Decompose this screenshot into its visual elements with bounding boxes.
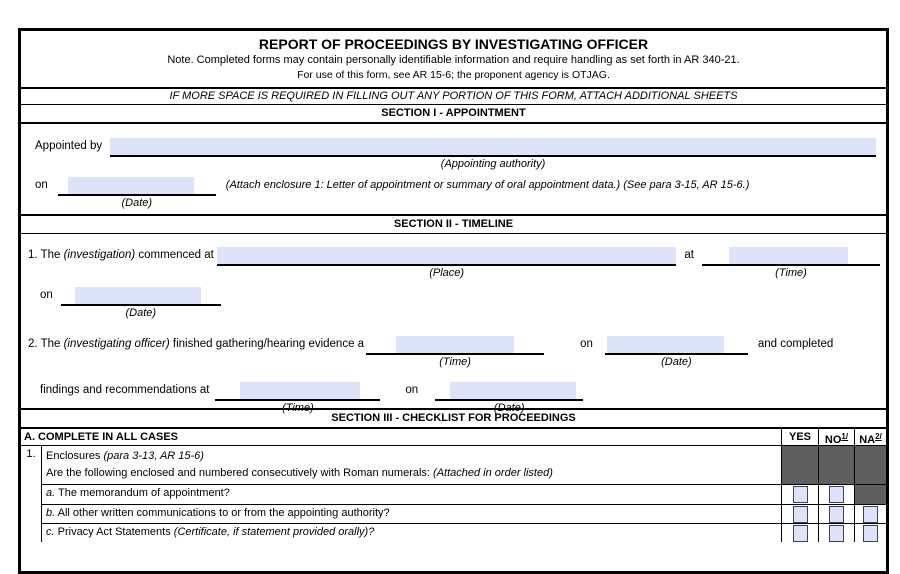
enclosures-row bbox=[42, 446, 886, 485]
enclosures-no-cell-shaded bbox=[818, 446, 854, 484]
enclosures-text: Enclosures (para 3-13, AR 15-6) Are the following enclosed and numbered consecutively with Roman numerals: (Attached in order listed) bbox=[46, 450, 553, 479]
appointed-by-label: Appointed by bbox=[35, 140, 103, 152]
na-column-header: NA$^{2/}$ bbox=[854, 429, 886, 445]
item1-on-label: on bbox=[40, 289, 53, 301]
row-c-yes-cell bbox=[781, 524, 818, 542]
group-a-header: A. COMPLETE IN ALL CASES bbox=[24, 431, 179, 443]
appointment-date-caption: (Date) bbox=[121, 197, 153, 209]
findings-on-label: on bbox=[405, 384, 419, 396]
more-space-notice: IF MORE SPACE IS REQUIRED IN FILLING OUT ANY PORTION OF THIS FORM, ATTACH ADDITIONAL SHEETS bbox=[21, 89, 886, 105]
appointment-date-field[interactable] bbox=[68, 177, 194, 194]
enclosures-na-cell-shaded bbox=[854, 446, 886, 484]
na-footnote-marker: 2/ bbox=[875, 432, 882, 441]
no-footnote-marker: 1/ bbox=[841, 432, 849, 441]
row-b-na-checkbox[interactable] bbox=[863, 506, 878, 523]
row-c-no-checkbox[interactable] bbox=[829, 525, 844, 542]
place-caption: (Place) bbox=[429, 267, 465, 279]
row-c-text: c. Privacy Act Statements (Certificate, if statement provided orally)? bbox=[46, 526, 375, 538]
findings-date-field[interactable] bbox=[450, 382, 576, 399]
section1-heading: SECTION I - APPOINTMENT bbox=[21, 105, 886, 124]
checklist-row-b bbox=[42, 505, 886, 524]
findings-date-underline bbox=[435, 382, 583, 401]
on-label: on bbox=[35, 179, 48, 191]
checklist-row-a bbox=[42, 485, 886, 505]
appointing-authority-caption: (Appointing authority) bbox=[440, 158, 546, 170]
commenced-date-underline bbox=[61, 287, 221, 306]
row-c-na-cell bbox=[854, 524, 886, 542]
row-a-yes-cell bbox=[781, 485, 818, 504]
da-form-1574 bbox=[18, 28, 889, 574]
evidence-date-underline bbox=[605, 336, 748, 355]
item2-label: 2. The (investigating officer) finished gathering/hearing evidence a bbox=[28, 338, 365, 350]
commenced-date-field[interactable] bbox=[75, 287, 201, 304]
and-completed-label: and completed bbox=[757, 338, 834, 350]
section3-heading: SECTION III - CHECKLIST FOR PROCEEDINGS bbox=[21, 410, 886, 429]
row-a-no-checkbox[interactable] bbox=[829, 486, 844, 503]
evidence-time-underline bbox=[366, 336, 544, 355]
attach-enclosure-note: (Attach enclosure 1: Letter of appointment or summary of oral appointment data.) (See para 3-15, AR 15-6.) bbox=[225, 179, 750, 191]
evidence-time-caption: (Time) bbox=[439, 356, 471, 368]
item2-on-label: on bbox=[580, 338, 593, 350]
row-c-yes-checkbox[interactable] bbox=[793, 525, 808, 542]
item-number-cell: 1. bbox=[21, 446, 42, 542]
findings-time-field[interactable] bbox=[240, 382, 360, 399]
findings-label: findings and recommendations at bbox=[40, 384, 210, 396]
checklist-body bbox=[21, 446, 886, 542]
commenced-date-caption: (Date) bbox=[125, 307, 157, 319]
pii-note: Note. Completed forms may contain personally identifiable information and require handling as set forth in AR 340-21. bbox=[167, 54, 740, 66]
section2-body bbox=[21, 234, 886, 414]
form-header bbox=[21, 31, 886, 89]
commenced-time-caption: (Time) bbox=[775, 267, 807, 279]
evidence-date-field[interactable] bbox=[607, 336, 724, 353]
checklist-row-c bbox=[42, 524, 886, 542]
at-label: at bbox=[684, 249, 694, 261]
enclosures-yes-cell-shaded bbox=[781, 446, 818, 484]
item1-label: 1. The (investigation) commenced at bbox=[28, 249, 214, 261]
row-b-no-checkbox[interactable] bbox=[829, 506, 844, 523]
form-title: REPORT OF PROCEEDINGS BY INVESTIGATING OFFICER bbox=[258, 36, 649, 52]
proponent-note: For use of this form, see AR 15-6; the proponent agency is OTJAG. bbox=[297, 69, 610, 81]
row-a-no-cell bbox=[818, 485, 854, 504]
row-b-yes-cell bbox=[781, 505, 818, 523]
checklist-header-row bbox=[21, 429, 886, 446]
evidence-time-field[interactable] bbox=[396, 336, 514, 353]
row-c-na-checkbox[interactable] bbox=[863, 525, 878, 542]
no-column-header: NO$^{1/}$ bbox=[818, 429, 854, 445]
appointment-date-underline bbox=[58, 177, 216, 196]
row-b-no-cell bbox=[818, 505, 854, 523]
evidence-date-caption: (Date) bbox=[661, 356, 692, 368]
row-b-na-cell bbox=[854, 505, 886, 523]
row-a-na-cell-shaded bbox=[854, 485, 886, 504]
appointing-authority-underline bbox=[110, 138, 876, 157]
section2-heading: SECTION II - TIMELINE bbox=[21, 216, 886, 234]
findings-date-caption: (Date) bbox=[493, 402, 525, 414]
commenced-time-field[interactable] bbox=[729, 247, 848, 264]
findings-time-caption: (Time) bbox=[282, 402, 314, 414]
row-c-no-cell bbox=[818, 524, 854, 542]
row-b-text: b. All other written communications to or from the appointing authority? bbox=[46, 507, 390, 519]
commenced-time-underline bbox=[702, 247, 880, 266]
row-a-yes-checkbox[interactable] bbox=[793, 486, 808, 503]
commenced-place-field[interactable] bbox=[217, 247, 677, 264]
place-underline bbox=[217, 247, 677, 266]
findings-time-underline bbox=[215, 382, 380, 401]
row-b-yes-checkbox[interactable] bbox=[793, 506, 808, 523]
section1-body bbox=[21, 124, 886, 216]
yes-column-header: YES bbox=[781, 429, 818, 445]
appointing-authority-field[interactable] bbox=[110, 138, 876, 155]
row-a-text: a. The memorandum of appointment? bbox=[46, 487, 230, 499]
